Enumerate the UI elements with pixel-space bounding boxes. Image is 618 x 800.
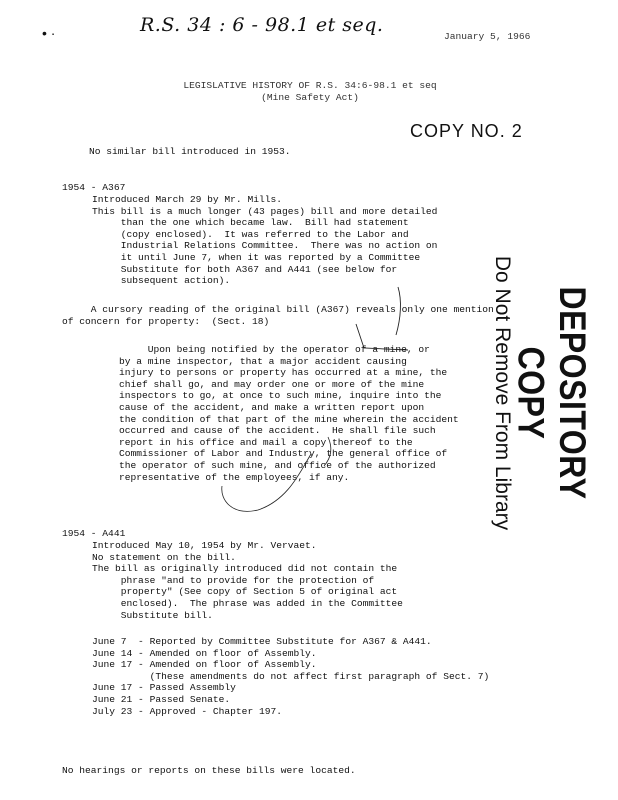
intro-line: No similar bill introduced in 1953. [89, 146, 291, 157]
depository-copy-stamp [491, 237, 594, 549]
heading-subtitle: (Mine Safety Act) [261, 91, 359, 103]
document-date: January 5, 1966 [444, 31, 531, 42]
copy-number-stamp: COPY NO. 2 [410, 121, 523, 141]
margin-marks: • · [42, 25, 56, 41]
closing-note: No hearings or reports on these bills were located. [62, 765, 356, 776]
bill-a441-text: Introduced May 10, 1954 by Mr. Vervaet. No statement on the bill. The bill as originally introduced did not contain the phrase "and to provide for the protection of property" (See copy of Section 5 of original act enclosed). The phrase was added in the Committee Substitute bill. [92, 540, 403, 621]
legislative-action-list: June 7 - Reported by Committee Substitute for A367 & A441. June 14 - Amended on floor of Assembly. June 17 - Amended on floor of Assembly. (These amendments do not affect first paragraph of Sect. 7) June 17 - Passed Assembly June 21 - Passed Senate. July 23 - Approved - Chapter 197. [92, 636, 490, 717]
bill-a441-heading: 1954 - A441 [62, 528, 126, 539]
heading-title: LEGISLATIVE HISTORY OF R.S. 34:6-98.1 et seq [183, 80, 437, 91]
cursory-reading-paragraph: A cursory reading of the original bill (A367) reveals only one mention of concern for property: (Sect. 18) [62, 304, 494, 327]
handwritten-citation: R.S. 34 : 6 - 98.1 et seq. [140, 14, 384, 36]
bill-a367-heading: 1954 - A367 [62, 182, 126, 193]
stamp-title: DEPOSITORY COPY [510, 286, 594, 500]
bill-a367-text: Introduced March 29 by Mr. Mills. This bill is a much longer (43 pages) bill and more detailed than the one which became law. Bill had statement (copy enclosed). It was referred to the Labor and Industrial Relations Committee. There was no action on it until June 7, when it was reported by a Committee Substitute for both A367 and A441 (see below for subsequent action). [92, 194, 438, 287]
quoted-section-18: Upon being notified by the operator of a mine, or by a mine inspector, that a major accident causing injury to persons or property has occurred at a mine, the chief shall go, and may order one or more of the mine inspectors to go, at once to such mine, inquire into the cause of the accident, and make a written report upon the condition of that part of the mine wherein the accident occurred and cause of the accident. He shall file such report in his office and mail a copy thereof to the Commissioner of Labor and Industry, the general office of the operator of such mine, and office of the authorized representative of the employees, if any. [119, 344, 459, 483]
stamp-subtitle: Do Not Remove From Library [491, 255, 514, 531]
